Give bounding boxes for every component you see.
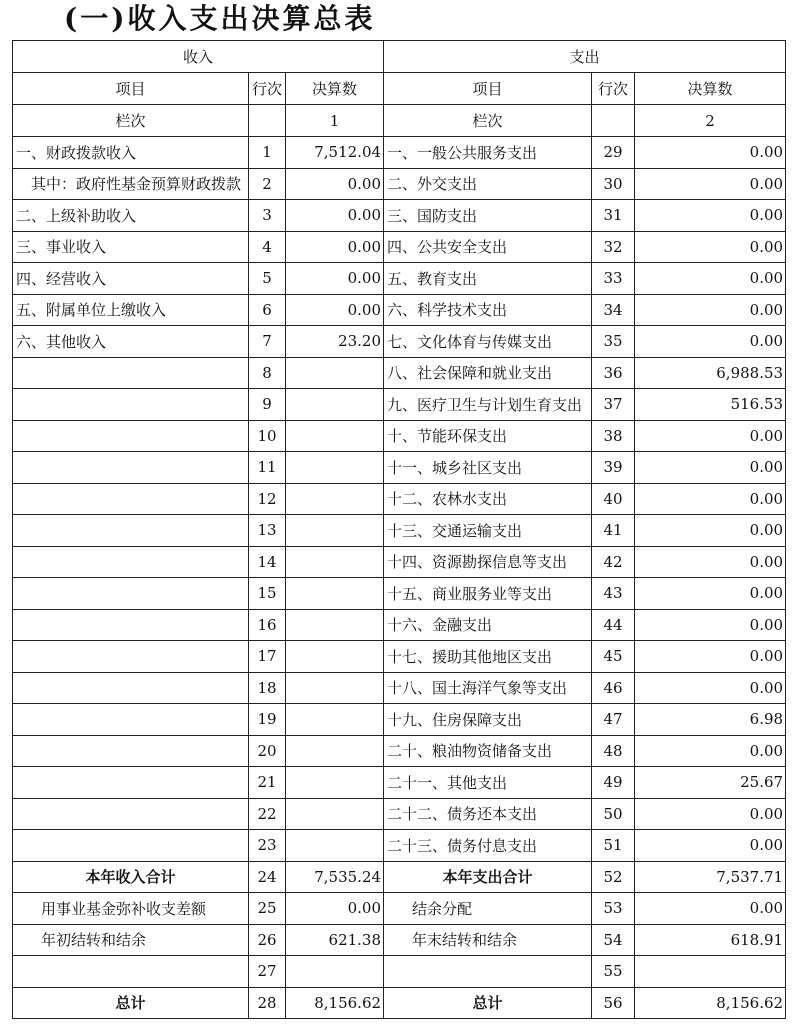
expense-amount-header: 决算数 <box>635 73 786 105</box>
expense-rowno-cell: 34 <box>592 294 635 326</box>
income-amount-cell: 621.38 <box>286 924 384 956</box>
income-amount-cell: 23.20 <box>286 326 384 358</box>
income-amount-cell: 0.00 <box>286 231 384 263</box>
expense-amount-cell: 0.00 <box>635 578 786 610</box>
table-row <box>13 956 786 988</box>
expense-item-cell: 十五、商业服务业等支出 <box>384 578 592 610</box>
header-row-column-index <box>13 105 786 137</box>
income-amount-cell <box>286 798 384 830</box>
expense-rowno-cell: 31 <box>592 200 635 232</box>
expense-rowno-cell: 36 <box>592 357 635 389</box>
income-amount-cell: 7,535.24 <box>286 861 384 893</box>
expense-rowno-cell: 40 <box>592 483 635 515</box>
table-row <box>13 641 786 673</box>
expense-item-cell: 四、公共安全支出 <box>384 231 592 263</box>
expense-amount-cell: 516.53 <box>635 389 786 421</box>
income-item-cell <box>13 452 249 484</box>
income-rowno-cell: 10 <box>249 420 286 452</box>
expense-item-cell: 十八、国土海洋气象等支出 <box>384 672 592 704</box>
empty-cell <box>592 105 635 137</box>
expense-section-header: 支出 <box>384 41 786 73</box>
income-rowno-cell: 3 <box>249 200 286 232</box>
income-item-cell: 四、经营收入 <box>13 263 249 295</box>
income-rowno-cell: 11 <box>249 452 286 484</box>
expense-item-cell: 年末结转和结余 <box>384 924 592 956</box>
expense-amount-cell: 0.00 <box>635 231 786 263</box>
expense-item-cell: 六、科学技术支出 <box>384 294 592 326</box>
income-amount-cell <box>286 483 384 515</box>
income-rowno-cell: 15 <box>249 578 286 610</box>
income-amount-cell <box>286 578 384 610</box>
income-item-cell <box>13 578 249 610</box>
income-amount-cell <box>286 515 384 547</box>
income-amount-cell <box>286 956 384 988</box>
income-section-header: 收入 <box>13 41 384 73</box>
expense-amount-cell: 618.91 <box>635 924 786 956</box>
expense-amount-cell: 0.00 <box>635 137 786 169</box>
empty-cell <box>249 105 286 137</box>
income-item-cell <box>13 704 249 736</box>
page-title: (一)收入支出决算总表 <box>64 2 376 35</box>
expense-item-cell: 二十一、其他支出 <box>384 767 592 799</box>
expense-amount-cell: 0.00 <box>635 452 786 484</box>
table-row <box>13 924 786 956</box>
expense-rowno-cell: 49 <box>592 767 635 799</box>
income-rowno-cell: 14 <box>249 546 286 578</box>
expense-amount-cell <box>635 956 786 988</box>
income-amount-cell <box>286 546 384 578</box>
income-amount-cell <box>286 641 384 673</box>
expense-item-cell: 二十二、债务还本支出 <box>384 798 592 830</box>
expense-item-cell: 一、一般公共服务支出 <box>384 137 592 169</box>
income-item-cell <box>13 420 249 452</box>
expense-rowno-cell: 55 <box>592 956 635 988</box>
table-row <box>13 546 786 578</box>
expense-item-cell: 十六、金融支出 <box>384 609 592 641</box>
income-amount-header: 决算数 <box>286 73 384 105</box>
income-item-cell: 五、附属单位上缴收入 <box>13 294 249 326</box>
header-row-columns <box>13 73 786 105</box>
table-row <box>13 704 786 736</box>
expense-column-label: 栏次 <box>384 105 592 137</box>
table-row <box>13 137 786 169</box>
income-rowno-cell: 24 <box>249 861 286 893</box>
income-item-cell <box>13 672 249 704</box>
income-item-cell <box>13 641 249 673</box>
income-rowno-cell: 9 <box>249 389 286 421</box>
expense-amount-cell: 0.00 <box>635 672 786 704</box>
table-row <box>13 294 786 326</box>
income-rowno-cell: 2 <box>249 168 286 200</box>
income-item-cell <box>13 546 249 578</box>
expense-column-index: 2 <box>635 105 786 137</box>
expense-rowno-cell: 33 <box>592 263 635 295</box>
income-rowno-cell: 6 <box>249 294 286 326</box>
expense-amount-cell: 0.00 <box>635 735 786 767</box>
income-amount-cell <box>286 357 384 389</box>
income-item-cell <box>13 609 249 641</box>
income-item-cell <box>13 798 249 830</box>
income-amount-cell <box>286 389 384 421</box>
income-amount-cell <box>286 609 384 641</box>
expense-item-cell: 二十、粮油物资储备支出 <box>384 735 592 767</box>
income-rowno-cell: 5 <box>249 263 286 295</box>
expense-rowno-header: 行次 <box>592 73 635 105</box>
table-row <box>13 168 786 200</box>
expense-rowno-cell: 43 <box>592 578 635 610</box>
expense-item-cell: 十四、资源勘探信息等支出 <box>384 546 592 578</box>
income-rowno-cell: 23 <box>249 830 286 862</box>
expense-rowno-cell: 41 <box>592 515 635 547</box>
table-row <box>13 357 786 389</box>
income-rowno-cell: 25 <box>249 893 286 925</box>
income-amount-cell <box>286 452 384 484</box>
expense-item-cell: 十一、城乡社区支出 <box>384 452 592 484</box>
expense-rowno-cell: 30 <box>592 168 635 200</box>
income-item-cell: 本年收入合计 <box>13 861 249 893</box>
table-row <box>13 263 786 295</box>
expense-amount-cell: 0.00 <box>635 420 786 452</box>
income-item-cell <box>13 830 249 862</box>
income-amount-cell: 0.00 <box>286 294 384 326</box>
expense-amount-cell: 0.00 <box>635 263 786 295</box>
income-amount-cell <box>286 735 384 767</box>
expense-rowno-cell: 47 <box>592 704 635 736</box>
expense-item-cell: 本年支出合计 <box>384 861 592 893</box>
header-row-sections <box>13 41 786 73</box>
income-rowno-cell: 8 <box>249 357 286 389</box>
expense-amount-cell: 0.00 <box>635 168 786 200</box>
expense-rowno-cell: 51 <box>592 830 635 862</box>
expense-item-cell: 三、国防支出 <box>384 200 592 232</box>
expense-item-cell: 十九、住房保障支出 <box>384 704 592 736</box>
income-amount-cell: 0.00 <box>286 893 384 925</box>
expense-item-header: 项目 <box>384 73 592 105</box>
income-rowno-cell: 17 <box>249 641 286 673</box>
income-item-cell <box>13 357 249 389</box>
table-row <box>13 420 786 452</box>
expense-amount-cell: 0.00 <box>635 515 786 547</box>
income-expense-table <box>12 40 786 1019</box>
expense-rowno-cell: 44 <box>592 609 635 641</box>
income-item-cell <box>13 735 249 767</box>
income-rowno-cell: 13 <box>249 515 286 547</box>
expense-rowno-cell: 39 <box>592 452 635 484</box>
expense-amount-cell: 7,537.71 <box>635 861 786 893</box>
table-row <box>13 987 786 1019</box>
income-rowno-cell: 18 <box>249 672 286 704</box>
income-item-cell: 总计 <box>13 987 249 1019</box>
table-row <box>13 452 786 484</box>
income-rowno-cell: 28 <box>249 987 286 1019</box>
income-amount-cell <box>286 704 384 736</box>
income-amount-cell: 8,156.62 <box>286 987 384 1019</box>
expense-rowno-cell: 54 <box>592 924 635 956</box>
expense-rowno-cell: 53 <box>592 893 635 925</box>
income-item-cell: 三、事业收入 <box>13 231 249 263</box>
income-item-cell <box>13 956 249 988</box>
expense-rowno-cell: 32 <box>592 231 635 263</box>
table-row <box>13 609 786 641</box>
income-amount-cell <box>286 830 384 862</box>
income-rowno-cell: 27 <box>249 956 286 988</box>
table-row <box>13 231 786 263</box>
expense-amount-cell: 0.00 <box>635 294 786 326</box>
income-rowno-cell: 7 <box>249 326 286 358</box>
income-item-cell: 其中：政府性基金预算财政拨款 <box>13 168 249 200</box>
table-row <box>13 767 786 799</box>
income-rowno-cell: 20 <box>249 735 286 767</box>
income-rowno-cell: 21 <box>249 767 286 799</box>
income-rowno-cell: 12 <box>249 483 286 515</box>
expense-rowno-cell: 48 <box>592 735 635 767</box>
table-row <box>13 200 786 232</box>
expense-item-cell: 二、外交支出 <box>384 168 592 200</box>
table-row <box>13 798 786 830</box>
income-rowno-cell: 4 <box>249 231 286 263</box>
expense-item-cell: 总计 <box>384 987 592 1019</box>
table-row <box>13 893 786 925</box>
income-column-index: 1 <box>286 105 384 137</box>
income-rowno-cell: 16 <box>249 609 286 641</box>
income-item-cell: 用事业基金弥补收支差额 <box>13 893 249 925</box>
expense-rowno-cell: 52 <box>592 861 635 893</box>
income-item-cell: 二、上级补助收入 <box>13 200 249 232</box>
table-row <box>13 735 786 767</box>
table-row <box>13 326 786 358</box>
income-rowno-cell: 26 <box>249 924 286 956</box>
expense-amount-cell: 0.00 <box>635 546 786 578</box>
income-amount-cell: 0.00 <box>286 263 384 295</box>
income-amount-cell <box>286 420 384 452</box>
expense-rowno-cell: 37 <box>592 389 635 421</box>
expense-item-cell <box>384 956 592 988</box>
income-item-cell <box>13 483 249 515</box>
expense-amount-cell: 0.00 <box>635 893 786 925</box>
expense-rowno-cell: 56 <box>592 987 635 1019</box>
income-item-cell <box>13 515 249 547</box>
expense-rowno-cell: 46 <box>592 672 635 704</box>
expense-amount-cell: 0.00 <box>635 798 786 830</box>
income-amount-cell <box>286 767 384 799</box>
expense-amount-cell: 0.00 <box>635 830 786 862</box>
expense-item-cell: 二十三、债务付息支出 <box>384 830 592 862</box>
expense-item-cell: 十、节能环保支出 <box>384 420 592 452</box>
income-rowno-header: 行次 <box>249 73 286 105</box>
expense-rowno-cell: 35 <box>592 326 635 358</box>
expense-amount-cell: 0.00 <box>635 609 786 641</box>
income-item-cell <box>13 389 249 421</box>
expense-amount-cell: 25.67 <box>635 767 786 799</box>
expense-rowno-cell: 50 <box>592 798 635 830</box>
income-item-cell: 六、其他收入 <box>13 326 249 358</box>
income-amount-cell: 0.00 <box>286 200 384 232</box>
expense-rowno-cell: 38 <box>592 420 635 452</box>
expense-amount-cell: 8,156.62 <box>635 987 786 1019</box>
expense-amount-cell: 0.00 <box>635 641 786 673</box>
income-rowno-cell: 1 <box>249 137 286 169</box>
table-row <box>13 389 786 421</box>
expense-amount-cell: 0.00 <box>635 483 786 515</box>
expense-item-cell: 十二、农林水支出 <box>384 483 592 515</box>
expense-item-cell: 五、教育支出 <box>384 263 592 295</box>
income-rowno-cell: 22 <box>249 798 286 830</box>
income-amount-cell <box>286 672 384 704</box>
table-row <box>13 483 786 515</box>
income-item-header: 项目 <box>13 73 249 105</box>
expense-rowno-cell: 45 <box>592 641 635 673</box>
expense-rowno-cell: 42 <box>592 546 635 578</box>
expense-item-cell: 九、医疗卫生与计划生育支出 <box>384 389 592 421</box>
income-item-cell: 年初结转和结余 <box>13 924 249 956</box>
expense-item-cell: 八、社会保障和就业支出 <box>384 357 592 389</box>
expense-amount-cell: 6.98 <box>635 704 786 736</box>
income-amount-cell: 0.00 <box>286 168 384 200</box>
expense-amount-cell: 0.00 <box>635 326 786 358</box>
table-row <box>13 830 786 862</box>
expense-rowno-cell: 29 <box>592 137 635 169</box>
income-rowno-cell: 19 <box>249 704 286 736</box>
table-row <box>13 672 786 704</box>
table-row <box>13 861 786 893</box>
expense-item-cell: 七、文化体育与传媒支出 <box>384 326 592 358</box>
expense-item-cell: 结余分配 <box>384 893 592 925</box>
table-row <box>13 515 786 547</box>
expense-item-cell: 十七、援助其他地区支出 <box>384 641 592 673</box>
income-column-label: 栏次 <box>13 105 249 137</box>
income-amount-cell: 7,512.04 <box>286 137 384 169</box>
income-item-cell <box>13 767 249 799</box>
table-row <box>13 578 786 610</box>
expense-amount-cell: 6,988.53 <box>635 357 786 389</box>
expense-amount-cell: 0.00 <box>635 200 786 232</box>
expense-item-cell: 十三、交通运输支出 <box>384 515 592 547</box>
income-item-cell: 一、财政拨款收入 <box>13 137 249 169</box>
